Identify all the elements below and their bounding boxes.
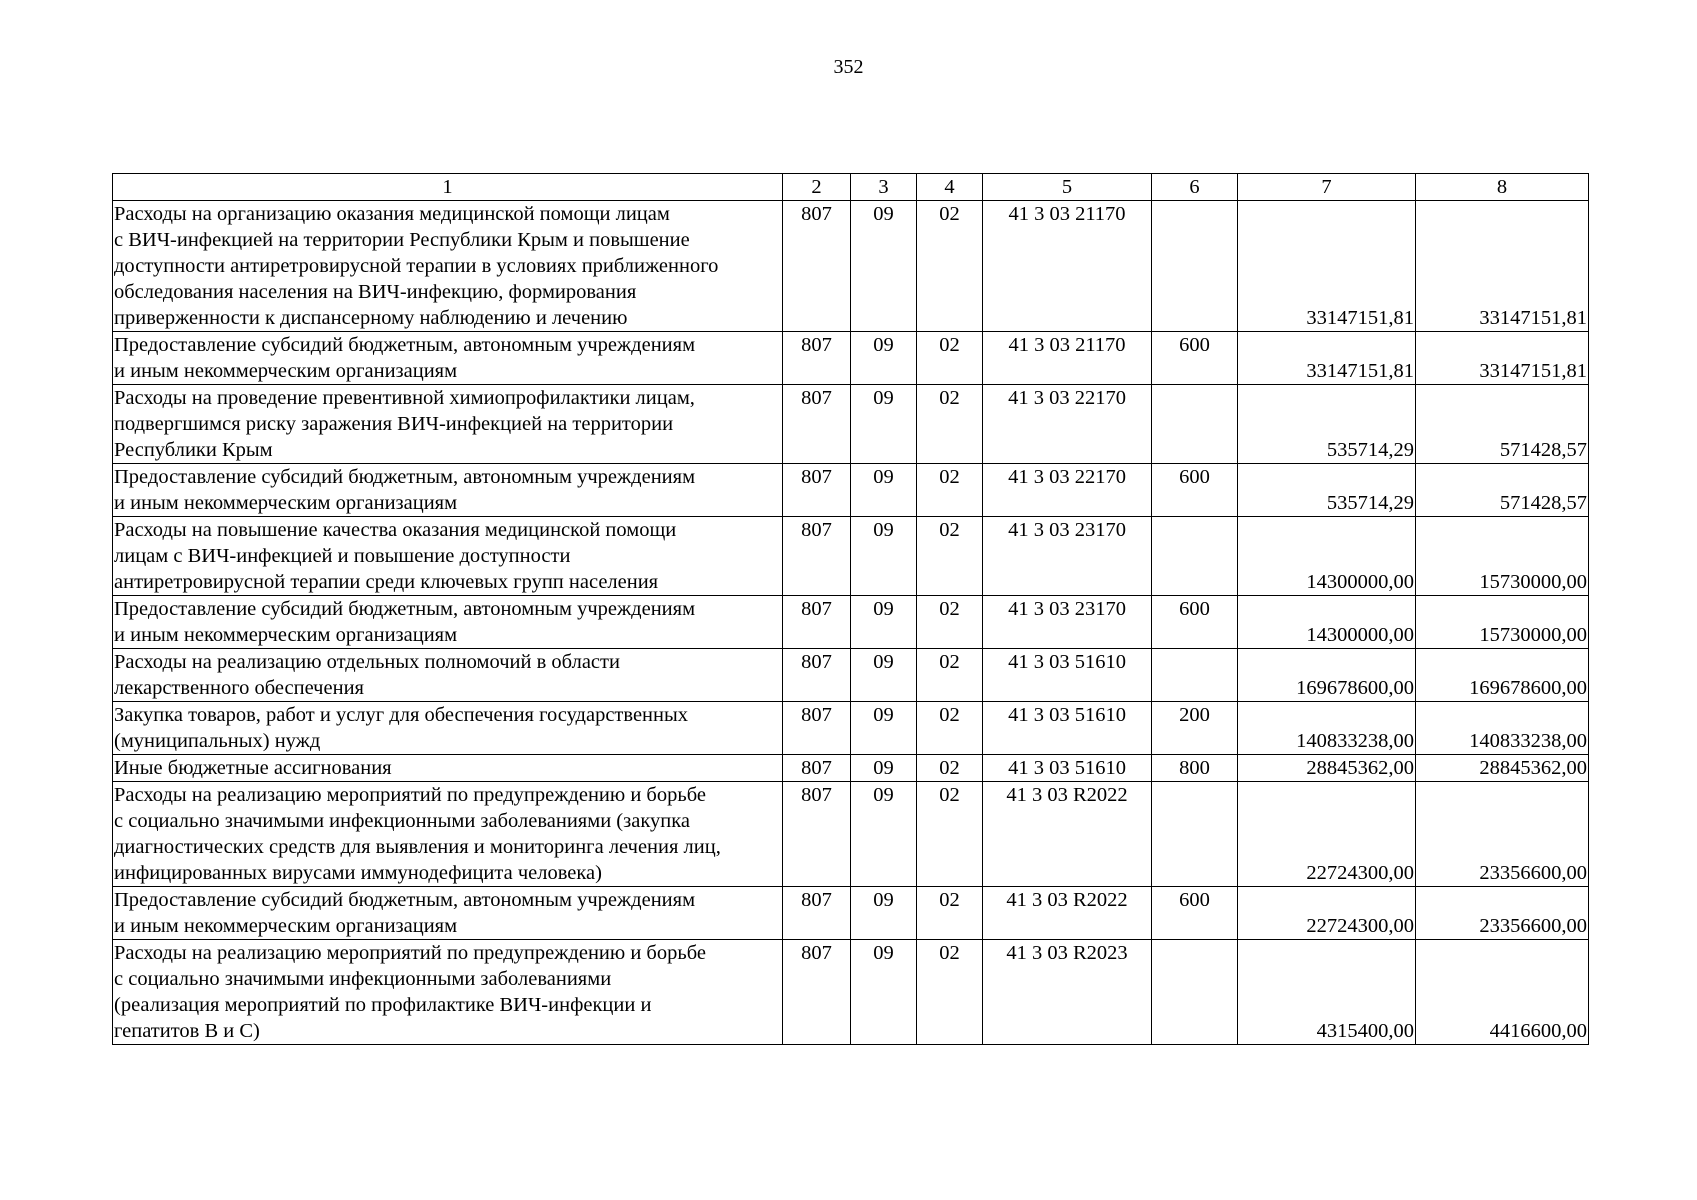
cell-expense-type: 600 bbox=[1152, 596, 1238, 649]
row-description: Расходы на повышение качества оказания медицинской помощи лицам с ВИЧ-инфекцией и повышение доступности антиретровирусной терапии среди ключевых групп населения bbox=[113, 517, 783, 596]
row-description: Предоставление субсидий бюджетным, автономным учреждениям и иным некоммерческим организациям bbox=[113, 887, 783, 940]
cell-amount-year-2: 33147151,81 bbox=[1416, 201, 1589, 332]
cell-ministry-code: 807 bbox=[783, 517, 851, 596]
cell-amount-year-2: 571428,57 bbox=[1416, 464, 1589, 517]
row-description: Закупка товаров, работ и услуг для обеспечения государственных (муниципальных) нужд bbox=[113, 702, 783, 755]
cell-section-code: 09 bbox=[851, 755, 917, 782]
cell-target-article: 41 3 03 23170 bbox=[983, 517, 1152, 596]
cell-target-article: 41 3 03 R2022 bbox=[983, 782, 1152, 887]
cell-amount-year-2: 33147151,81 bbox=[1416, 332, 1589, 385]
cell-subsection-code: 02 bbox=[917, 702, 983, 755]
cell-target-article: 41 3 03 21170 bbox=[983, 332, 1152, 385]
row-description: Предоставление субсидий бюджетным, автономным учреждениям и иным некоммерческим организациям bbox=[113, 332, 783, 385]
cell-amount-year-1: 140833238,00 bbox=[1238, 702, 1416, 755]
row-description: Расходы на проведение превентивной химиопрофилактики лицам, подвергшимся риску заражения ВИЧ-инфекцией на территории Республики Крым bbox=[113, 385, 783, 464]
row-description: Иные бюджетные ассигнования bbox=[113, 755, 783, 782]
page-number: 352 bbox=[833, 56, 864, 78]
table-row bbox=[113, 517, 1589, 596]
cell-subsection-code: 02 bbox=[917, 517, 983, 596]
cell-section-code: 09 bbox=[851, 517, 917, 596]
table-row bbox=[113, 332, 1589, 385]
cell-subsection-code: 02 bbox=[917, 385, 983, 464]
cell-expense-type bbox=[1152, 385, 1238, 464]
cell-subsection-code: 02 bbox=[917, 887, 983, 940]
cell-subsection-code: 02 bbox=[917, 201, 983, 332]
cell-section-code: 09 bbox=[851, 332, 917, 385]
column-header: 8 bbox=[1416, 174, 1589, 201]
cell-amount-year-1: 535714,29 bbox=[1238, 464, 1416, 517]
cell-ministry-code: 807 bbox=[783, 782, 851, 887]
cell-ministry-code: 807 bbox=[783, 887, 851, 940]
cell-target-article: 41 3 03 23170 bbox=[983, 596, 1152, 649]
cell-subsection-code: 02 bbox=[917, 464, 983, 517]
cell-amount-year-1: 14300000,00 bbox=[1238, 517, 1416, 596]
cell-subsection-code: 02 bbox=[917, 782, 983, 887]
cell-section-code: 09 bbox=[851, 940, 917, 1045]
row-description: Расходы на организацию оказания медицинской помощи лицам с ВИЧ-инфекцией на территории Республики Крым и повышение доступности антиретровирусной терапии в условиях приближенного обследования населения на ВИЧ-инфекцию, формирования приверженности к диспансерному наблюдению и лечению bbox=[113, 201, 783, 332]
cell-section-code: 09 bbox=[851, 464, 917, 517]
cell-target-article: 41 3 03 R2022 bbox=[983, 887, 1152, 940]
cell-section-code: 09 bbox=[851, 385, 917, 464]
cell-section-code: 09 bbox=[851, 702, 917, 755]
cell-amount-year-2: 4416600,00 bbox=[1416, 940, 1589, 1045]
row-description: Предоставление субсидий бюджетным, автономным учреждениям и иным некоммерческим организациям bbox=[113, 596, 783, 649]
cell-expense-type bbox=[1152, 649, 1238, 702]
cell-target-article: 41 3 03 51610 bbox=[983, 702, 1152, 755]
cell-target-article: 41 3 03 R2023 bbox=[983, 940, 1152, 1045]
cell-ministry-code: 807 bbox=[783, 596, 851, 649]
cell-amount-year-2: 15730000,00 bbox=[1416, 517, 1589, 596]
table-row bbox=[113, 755, 1589, 782]
cell-amount-year-2: 140833238,00 bbox=[1416, 702, 1589, 755]
cell-expense-type: 600 bbox=[1152, 464, 1238, 517]
cell-amount-year-1: 22724300,00 bbox=[1238, 887, 1416, 940]
table-row bbox=[113, 464, 1589, 517]
cell-amount-year-1: 33147151,81 bbox=[1238, 332, 1416, 385]
cell-expense-type: 200 bbox=[1152, 702, 1238, 755]
cell-amount-year-1: 14300000,00 bbox=[1238, 596, 1416, 649]
table-row bbox=[113, 596, 1589, 649]
cell-ministry-code: 807 bbox=[783, 385, 851, 464]
column-header: 4 bbox=[917, 174, 983, 201]
cell-amount-year-1: 169678600,00 bbox=[1238, 649, 1416, 702]
cell-section-code: 09 bbox=[851, 201, 917, 332]
table-header-row bbox=[113, 174, 1589, 201]
cell-amount-year-2: 571428,57 bbox=[1416, 385, 1589, 464]
row-description: Расходы на реализацию мероприятий по предупреждению и борьбе с социально значимыми инфекционными заболеваниями (закупка диагностических средств для выявления и мониторинга лечения лиц, инфицированных вирусами иммунодефицита человека) bbox=[113, 782, 783, 887]
table-row bbox=[113, 649, 1589, 702]
cell-expense-type: 800 bbox=[1152, 755, 1238, 782]
table-row bbox=[113, 201, 1589, 332]
column-header: 3 bbox=[851, 174, 917, 201]
cell-subsection-code: 02 bbox=[917, 332, 983, 385]
cell-expense-type bbox=[1152, 517, 1238, 596]
cell-section-code: 09 bbox=[851, 596, 917, 649]
cell-expense-type bbox=[1152, 201, 1238, 332]
cell-amount-year-2: 169678600,00 bbox=[1416, 649, 1589, 702]
cell-amount-year-2: 23356600,00 bbox=[1416, 887, 1589, 940]
cell-amount-year-2: 23356600,00 bbox=[1416, 782, 1589, 887]
cell-expense-type: 600 bbox=[1152, 332, 1238, 385]
cell-expense-type bbox=[1152, 782, 1238, 887]
cell-ministry-code: 807 bbox=[783, 940, 851, 1045]
cell-section-code: 09 bbox=[851, 782, 917, 887]
cell-amount-year-1: 33147151,81 bbox=[1238, 201, 1416, 332]
column-header: 1 bbox=[113, 174, 783, 201]
table-row bbox=[113, 782, 1589, 887]
row-description: Предоставление субсидий бюджетным, автономным учреждениям и иным некоммерческим организациям bbox=[113, 464, 783, 517]
column-header: 6 bbox=[1152, 174, 1238, 201]
cell-amount-year-1: 535714,29 bbox=[1238, 385, 1416, 464]
row-description: Расходы на реализацию мероприятий по предупреждению и борьбе с социально значимыми инфекционными заболеваниями (реализация мероприятий по профилактике ВИЧ-инфекции и гепатитов В и С) bbox=[113, 940, 783, 1045]
cell-ministry-code: 807 bbox=[783, 201, 851, 332]
cell-target-article: 41 3 03 51610 bbox=[983, 649, 1152, 702]
cell-expense-type bbox=[1152, 940, 1238, 1045]
cell-subsection-code: 02 bbox=[917, 755, 983, 782]
cell-amount-year-1: 28845362,00 bbox=[1238, 755, 1416, 782]
cell-ministry-code: 807 bbox=[783, 649, 851, 702]
cell-ministry-code: 807 bbox=[783, 332, 851, 385]
cell-ministry-code: 807 bbox=[783, 464, 851, 517]
row-description: Расходы на реализацию отдельных полномочий в области лекарственного обеспечения bbox=[113, 649, 783, 702]
cell-subsection-code: 02 bbox=[917, 940, 983, 1045]
cell-amount-year-1: 22724300,00 bbox=[1238, 782, 1416, 887]
cell-section-code: 09 bbox=[851, 649, 917, 702]
cell-target-article: 41 3 03 22170 bbox=[983, 385, 1152, 464]
cell-section-code: 09 bbox=[851, 887, 917, 940]
column-header: 7 bbox=[1238, 174, 1416, 201]
table-row bbox=[113, 702, 1589, 755]
table-row bbox=[113, 385, 1589, 464]
cell-amount-year-2: 15730000,00 bbox=[1416, 596, 1589, 649]
column-header: 5 bbox=[983, 174, 1152, 201]
table-row bbox=[113, 940, 1589, 1045]
cell-ministry-code: 807 bbox=[783, 702, 851, 755]
cell-ministry-code: 807 bbox=[783, 755, 851, 782]
column-header: 2 bbox=[783, 174, 851, 201]
cell-subsection-code: 02 bbox=[917, 649, 983, 702]
cell-target-article: 41 3 03 51610 bbox=[983, 755, 1152, 782]
cell-amount-year-2: 28845362,00 bbox=[1416, 755, 1589, 782]
cell-subsection-code: 02 bbox=[917, 596, 983, 649]
table-row bbox=[113, 887, 1589, 940]
cell-expense-type: 600 bbox=[1152, 887, 1238, 940]
cell-amount-year-1: 4315400,00 bbox=[1238, 940, 1416, 1045]
budget-table bbox=[112, 173, 1589, 1045]
cell-target-article: 41 3 03 22170 bbox=[983, 464, 1152, 517]
cell-target-article: 41 3 03 21170 bbox=[983, 201, 1152, 332]
